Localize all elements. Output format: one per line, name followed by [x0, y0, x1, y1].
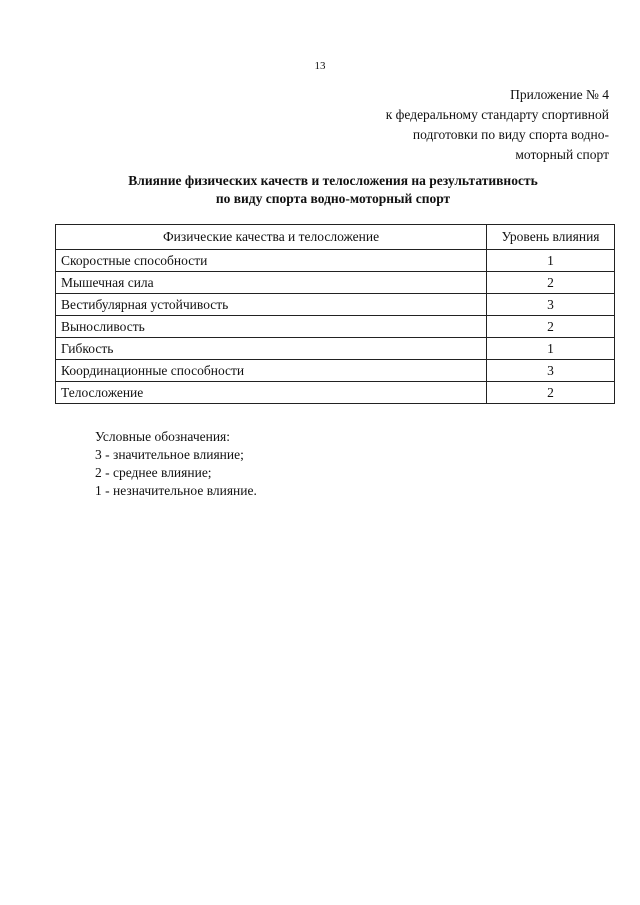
table-row [56, 316, 615, 338]
appendix-line: моторный спорт [515, 147, 609, 162]
column-header-quality: Физические качества и телосложение [56, 225, 487, 250]
level-cell: 3 [487, 360, 615, 382]
level-cell: 2 [487, 272, 615, 294]
level-cell: 2 [487, 382, 615, 404]
level-cell: 1 [487, 338, 615, 360]
legend-item: 1 - незначительное влияние. [95, 483, 257, 498]
legend-item: 2 - среднее влияние; [95, 465, 212, 480]
appendix-line: подготовки по виду спорта водно- [412, 127, 609, 142]
table-row [56, 250, 615, 272]
table-row [56, 294, 615, 316]
title-line: Влияние физических качеств и телосложения на результативность [128, 173, 538, 188]
level-cell: 3 [487, 294, 615, 316]
table-header-row [56, 225, 615, 250]
quality-cell: Скоростные способности [56, 250, 487, 272]
title-line: по виду спорта водно-моторный спорт [215, 191, 451, 206]
quality-cell: Вестибулярная устойчивость [56, 294, 487, 316]
legend-title: Условные обозначения: [95, 429, 231, 444]
appendix-header [386, 85, 609, 165]
page-number: 13 [314, 60, 326, 72]
quality-cell: Телосложение [56, 382, 487, 404]
table-row [56, 360, 615, 382]
influence-table [55, 224, 615, 404]
document-title [0, 172, 640, 208]
quality-cell: Выносливость [56, 316, 487, 338]
legend [95, 428, 257, 500]
table-row [56, 382, 615, 404]
level-cell: 2 [487, 316, 615, 338]
quality-cell: Мышечная сила [56, 272, 487, 294]
column-header-level: Уровень влияния [487, 225, 615, 250]
appendix-line: Приложение № 4 [510, 87, 609, 102]
table-row [56, 272, 615, 294]
level-cell: 1 [487, 250, 615, 272]
table-row [56, 338, 615, 360]
quality-cell: Координационные способности [56, 360, 487, 382]
appendix-line: к федеральному стандарту спортивной [385, 107, 609, 122]
quality-cell: Гибкость [56, 338, 487, 360]
legend-item: 3 - значительное влияние; [95, 447, 244, 462]
